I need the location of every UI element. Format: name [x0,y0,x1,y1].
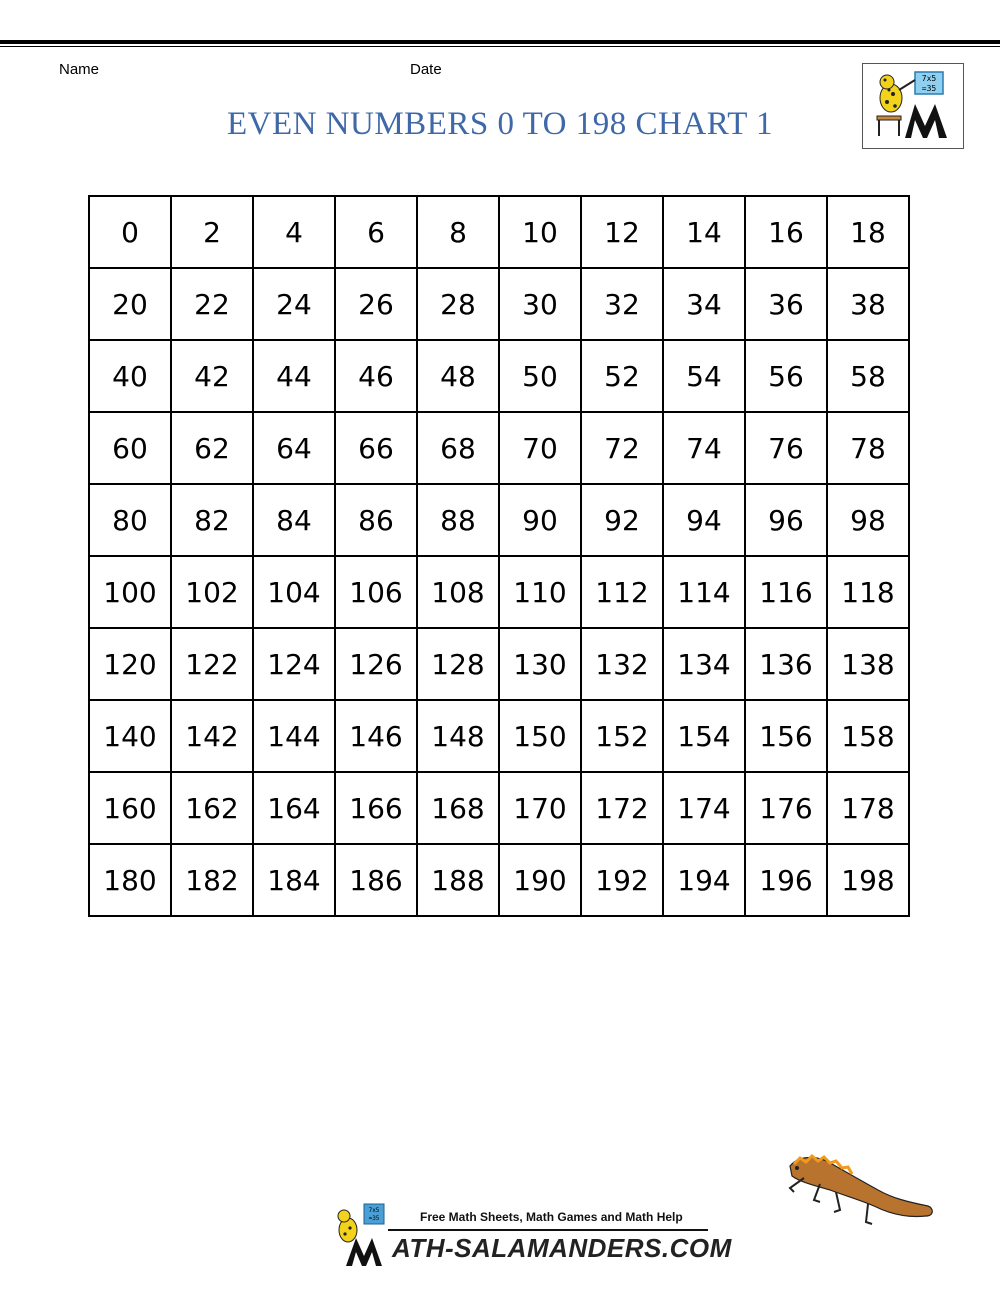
grid-cell: 8 [417,196,499,268]
grid-cell: 68 [417,412,499,484]
grid-cell: 182 [171,844,253,916]
grid-cell: 114 [663,556,745,628]
grid-cell: 4 [253,196,335,268]
footer-tagline: Free Math Sheets, Math Games and Math Help [420,1210,683,1224]
grid-cell: 144 [253,700,335,772]
salamander-icon [780,1148,940,1238]
grid-cell: 42 [171,340,253,412]
grid-cell: 178 [827,772,909,844]
grid-cell: 146 [335,700,417,772]
grid-row [89,268,909,340]
grid-cell: 10 [499,196,581,268]
grid-cell: 92 [581,484,663,556]
grid-cell: 90 [499,484,581,556]
grid-row [89,412,909,484]
footer-board-line2: =35 [368,1215,380,1222]
grid-cell: 34 [663,268,745,340]
grid-cell: 70 [499,412,581,484]
grid-cell: 184 [253,844,335,916]
grid-cell: 48 [417,340,499,412]
grid-cell: 138 [827,628,909,700]
grid-cell: 176 [745,772,827,844]
grid-row [89,772,909,844]
page-title: EVEN NUMBERS 0 TO 198 CHART 1 [226,106,774,142]
grid-cell: 80 [89,484,171,556]
grid-cell: 32 [581,268,663,340]
grid-cell: 78 [827,412,909,484]
grid-cell: 172 [581,772,663,844]
grid-cell: 132 [581,628,663,700]
grid-cell: 60 [89,412,171,484]
grid-cell: 196 [745,844,827,916]
grid-cell: 96 [745,484,827,556]
grid-cell: 50 [499,340,581,412]
date-label: Date [410,61,442,78]
grid-cell: 76 [745,412,827,484]
grid-cell: 74 [663,412,745,484]
name-label: Name [59,61,100,78]
grid-row [89,340,909,412]
grid-cell: 88 [417,484,499,556]
grid-cell: 66 [335,412,417,484]
grid-cell: 190 [499,844,581,916]
grid-cell: 186 [335,844,417,916]
grid-cell: 150 [499,700,581,772]
grid-cell: 26 [335,268,417,340]
top-rule-thin [0,46,1000,47]
grid-cell: 98 [827,484,909,556]
grid-cell: 30 [499,268,581,340]
grid-cell: 136 [745,628,827,700]
grid-cell: 198 [827,844,909,916]
grid-cell: 174 [663,772,745,844]
grid-cell: 108 [417,556,499,628]
footer-logo [326,1200,386,1270]
grid-cell: 154 [663,700,745,772]
grid-cell: 40 [89,340,171,412]
grid-cell: 84 [253,484,335,556]
grid-cell: 86 [335,484,417,556]
grid-row [89,844,909,916]
grid-cell: 94 [663,484,745,556]
grid-cell: 36 [745,268,827,340]
grid-cell: 72 [581,412,663,484]
grid-cell: 56 [745,340,827,412]
grid-cell: 156 [745,700,827,772]
footer-board-line1: 7x5 [368,1207,380,1214]
footer-site-name: ATH-SALAMANDERS.COM [392,1233,732,1263]
grid-cell: 162 [171,772,253,844]
grid-cell: 52 [581,340,663,412]
grid-cell: 166 [335,772,417,844]
grid-cell: 140 [89,700,171,772]
grid-cell: 188 [417,844,499,916]
header-logo [862,63,964,149]
grid-cell: 124 [253,628,335,700]
grid-cell: 130 [499,628,581,700]
grid-cell: 14 [663,196,745,268]
grid-cell: 100 [89,556,171,628]
grid-cell: 6 [335,196,417,268]
grid-cell: 142 [171,700,253,772]
logo-board-line2: =35 [921,84,937,93]
footer-salamander-logo-icon [326,1200,386,1270]
grid-cell: 46 [335,340,417,412]
grid-cell: 160 [89,772,171,844]
grid-cell: 116 [745,556,827,628]
grid-cell: 12 [581,196,663,268]
grid-row [89,700,909,772]
grid-cell: 16 [745,196,827,268]
grid-cell: 58 [827,340,909,412]
grid-cell: 126 [335,628,417,700]
footer-divider [388,1229,708,1231]
grid-cell: 38 [827,268,909,340]
grid-cell: 110 [499,556,581,628]
grid-row [89,196,909,268]
grid-cell: 194 [663,844,745,916]
grid-cell: 18 [827,196,909,268]
salamander-illustration [780,1148,940,1238]
grid-cell: 24 [253,268,335,340]
grid-cell: 118 [827,556,909,628]
salamander-teacher-logo-icon [863,64,963,148]
grid-cell: 120 [89,628,171,700]
grid-cell: 152 [581,700,663,772]
grid-cell: 134 [663,628,745,700]
grid-row [89,628,909,700]
grid-cell: 104 [253,556,335,628]
grid-cell: 158 [827,700,909,772]
grid-cell: 22 [171,268,253,340]
grid-cell: 148 [417,700,499,772]
top-rule-thick [0,40,1000,44]
grid-cell: 54 [663,340,745,412]
grid-cell: 82 [171,484,253,556]
grid-cell: 44 [253,340,335,412]
grid-cell: 180 [89,844,171,916]
grid-row [89,484,909,556]
grid-cell: 112 [581,556,663,628]
grid-cell: 28 [417,268,499,340]
grid-cell: 20 [89,268,171,340]
grid-row [89,556,909,628]
grid-cell: 164 [253,772,335,844]
grid-cell: 64 [253,412,335,484]
grid-cell: 192 [581,844,663,916]
grid-cell: 122 [171,628,253,700]
grid-cell: 168 [417,772,499,844]
grid-cell: 128 [417,628,499,700]
grid-cell: 2 [171,196,253,268]
logo-board-line1: 7x5 [921,74,937,83]
grid-cell: 62 [171,412,253,484]
grid-cell: 0 [89,196,171,268]
grid-cell: 170 [499,772,581,844]
grid-cell: 102 [171,556,253,628]
even-numbers-grid [88,195,910,917]
grid-cell: 106 [335,556,417,628]
